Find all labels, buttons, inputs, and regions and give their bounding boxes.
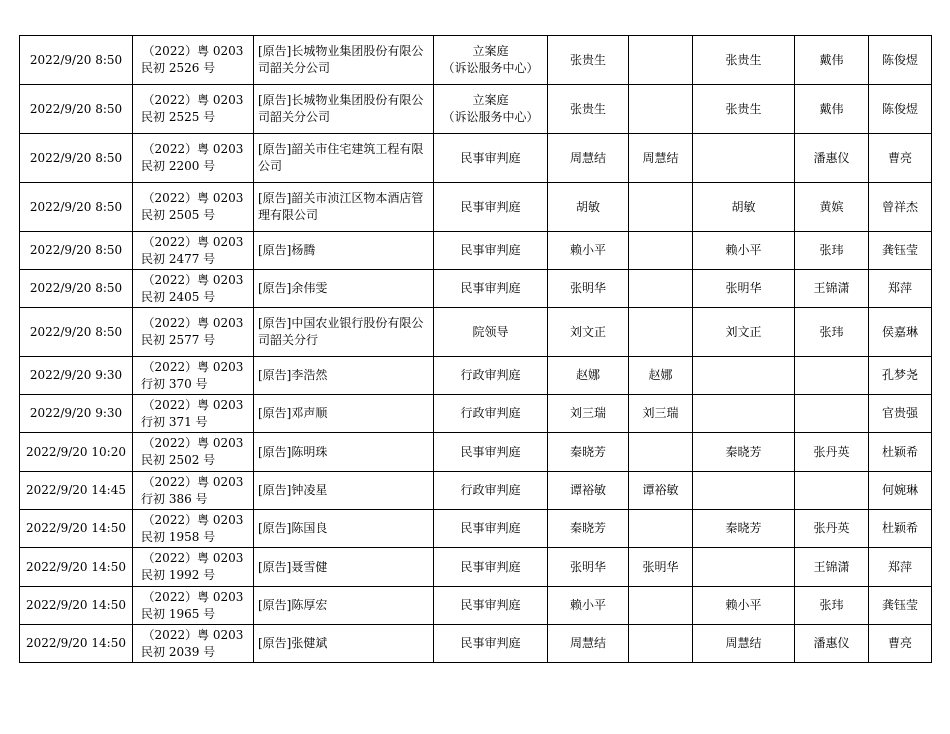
- case-number-line1: （2022）粤 0203: [142, 191, 244, 205]
- personnel-cell-3: 张明华: [693, 270, 795, 308]
- personnel-cell-1: 赖小平: [548, 587, 629, 625]
- case-number-line2: 民初 2405 号: [141, 289, 216, 304]
- case-number-line2: 行初 386 号: [141, 491, 208, 506]
- table-row: [20, 183, 932, 232]
- court-division-cell: 民事审判庭: [434, 587, 548, 625]
- personnel-cell-4: 张丹英: [795, 510, 869, 548]
- hearing-time-cell: 2022/9/20 14:50: [20, 625, 133, 663]
- court-division-cell: 行政审判庭: [434, 357, 548, 395]
- personnel-cell-4: [795, 472, 869, 510]
- case-number-line1: （2022）粤 0203: [142, 142, 244, 156]
- personnel-cell-5: 龚钰莹: [869, 587, 932, 625]
- party-cell: [原告]陈明珠: [254, 433, 434, 472]
- personnel-cell-1: 张明华: [548, 270, 629, 308]
- case-number-line1: （2022）粤 0203: [142, 436, 244, 450]
- personnel-cell-3: [693, 357, 795, 395]
- case-number-line2: 民初 2502 号: [141, 453, 216, 467]
- court-division-cell: 民事审判庭: [434, 625, 548, 663]
- case-number-line1: （2022）粤 0203: [142, 44, 244, 58]
- court-division-cell: 立案庭 （诉讼服务中心）: [434, 85, 548, 134]
- case-number-line1: （2022）粤 0203: [142, 512, 244, 527]
- table-row: [20, 270, 932, 308]
- court-division-cell: 民事审判庭: [434, 548, 548, 587]
- personnel-cell-1: 刘文正: [548, 308, 629, 357]
- case-number-line1: （2022）粤 0203: [142, 589, 244, 604]
- personnel-cell-1: 张贵生: [548, 36, 629, 85]
- court-division-cell: 民事审判庭: [434, 433, 548, 472]
- personnel-cell-5: 曹亮: [869, 134, 932, 183]
- personnel-cell-1: 周慧结: [548, 625, 629, 663]
- personnel-cell-1: 谭裕敏: [548, 472, 629, 510]
- court-division-cell: 民事审判庭: [434, 232, 548, 270]
- personnel-cell-3: 张贵生: [693, 36, 795, 85]
- party-cell: [原告]陈厚宏: [254, 587, 434, 625]
- case-number-line1: （2022）粤 0203: [142, 474, 244, 489]
- hearing-time-cell: 2022/9/20 10:20: [20, 433, 133, 472]
- case-number-cell: [133, 395, 254, 433]
- personnel-cell-2: [629, 587, 693, 625]
- case-number-cell: [133, 36, 254, 85]
- party-cell: [原告]韶关市住宅建筑工程有限公司: [254, 134, 434, 183]
- personnel-cell-4: 黄嫔: [795, 183, 869, 232]
- party-cell: [原告]杨腾: [254, 232, 434, 270]
- case-number-line2: 民初 2505 号: [141, 208, 216, 222]
- party-cell: [原告]余伟雯: [254, 270, 434, 308]
- personnel-cell-5: 郑萍: [869, 270, 932, 308]
- hearing-time-cell: 2022/9/20 8:50: [20, 134, 133, 183]
- table-row: [20, 134, 932, 183]
- party-cell: [原告]长城物业集团股份有限公司韶关分公司: [254, 36, 434, 85]
- court-division-cell: 立案庭 （诉讼服务中心）: [434, 36, 548, 85]
- personnel-cell-1: 张贵生: [548, 85, 629, 134]
- personnel-cell-4: [795, 395, 869, 433]
- personnel-cell-5: 曹亮: [869, 625, 932, 663]
- personnel-cell-1: 周慧结: [548, 134, 629, 183]
- case-number-line2: 民初 2525 号: [141, 110, 216, 124]
- personnel-cell-2: [629, 270, 693, 308]
- personnel-cell-5: 陈俊煜: [869, 36, 932, 85]
- personnel-cell-3: [693, 395, 795, 433]
- personnel-cell-4: 张玮: [795, 587, 869, 625]
- court-division-cell: 民事审判庭: [434, 510, 548, 548]
- personnel-cell-3: [693, 134, 795, 183]
- case-number-line2: 民初 2526 号: [141, 61, 216, 75]
- court-division-cell: 行政审判庭: [434, 395, 548, 433]
- personnel-cell-4: 戴伟: [795, 85, 869, 134]
- hearing-time-cell: 2022/9/20 8:50: [20, 308, 133, 357]
- personnel-cell-2: 刘三瑞: [629, 395, 693, 433]
- case-number-line1: （2022）粤 0203: [142, 93, 244, 107]
- table-row: [20, 395, 932, 433]
- personnel-cell-3: 胡敏: [693, 183, 795, 232]
- personnel-cell-1: 赵娜: [548, 357, 629, 395]
- hearing-schedule-table: [19, 35, 932, 663]
- hearing-time-cell: 2022/9/20 8:50: [20, 85, 133, 134]
- personnel-cell-2: [629, 308, 693, 357]
- case-number-line2: 民初 1958 号: [141, 529, 216, 544]
- personnel-cell-2: [629, 510, 693, 548]
- case-number-line1: （2022）粤 0203: [142, 316, 244, 330]
- hearing-time-cell: 2022/9/20 14:45: [20, 472, 133, 510]
- hearing-time-cell: 2022/9/20 8:50: [20, 270, 133, 308]
- personnel-cell-5: 龚钰莹: [869, 232, 932, 270]
- case-number-line1: （2022）粤 0203: [142, 234, 244, 249]
- personnel-cell-3: 张贵生: [693, 85, 795, 134]
- court-division-cell: 民事审判庭: [434, 183, 548, 232]
- personnel-cell-5: 侯嘉琳: [869, 308, 932, 357]
- personnel-cell-1: 张明华: [548, 548, 629, 587]
- table-row: [20, 548, 932, 587]
- table-row: [20, 433, 932, 472]
- personnel-cell-2: [629, 433, 693, 472]
- personnel-cell-3: 刘文正: [693, 308, 795, 357]
- table-row: [20, 625, 932, 663]
- hearing-time-cell: 2022/9/20 8:50: [20, 36, 133, 85]
- personnel-cell-1: 赖小平: [548, 232, 629, 270]
- party-cell: [原告]中国农业银行股份有限公司韶关分行: [254, 308, 434, 357]
- party-cell: [原告]聂雪健: [254, 548, 434, 587]
- personnel-cell-5: 孔梦尧: [869, 357, 932, 395]
- case-number-cell: [133, 548, 254, 587]
- personnel-cell-4: 张丹英: [795, 433, 869, 472]
- table-body: [20, 36, 932, 663]
- case-number-cell: [133, 357, 254, 395]
- case-number-line1: （2022）粤 0203: [142, 272, 244, 287]
- case-number-line2: 民初 2200 号: [141, 159, 216, 173]
- table-row: [20, 472, 932, 510]
- personnel-cell-4: 张玮: [795, 308, 869, 357]
- personnel-cell-5: 郑萍: [869, 548, 932, 587]
- personnel-cell-3: 周慧结: [693, 625, 795, 663]
- personnel-cell-4: 张玮: [795, 232, 869, 270]
- hearing-time-cell: 2022/9/20 9:30: [20, 357, 133, 395]
- personnel-cell-2: [629, 183, 693, 232]
- personnel-cell-2: [629, 625, 693, 663]
- case-number-cell: [133, 587, 254, 625]
- case-number-line2: 民初 2039 号: [141, 644, 216, 659]
- party-cell: [原告]韶关市浈江区物本酒店管理有限公司: [254, 183, 434, 232]
- case-number-line1: （2022）粤 0203: [142, 551, 244, 565]
- case-number-line2: 行初 371 号: [141, 414, 208, 429]
- case-number-cell: [133, 270, 254, 308]
- personnel-cell-5: 杜颖希: [869, 433, 932, 472]
- personnel-cell-4: 王锦潇: [795, 548, 869, 587]
- personnel-cell-3: 赖小平: [693, 587, 795, 625]
- table-row: [20, 587, 932, 625]
- hearing-time-cell: 2022/9/20 14:50: [20, 548, 133, 587]
- case-number-cell: [133, 472, 254, 510]
- table-row: [20, 510, 932, 548]
- personnel-cell-1: 胡敏: [548, 183, 629, 232]
- hearing-time-cell: 2022/9/20 14:50: [20, 587, 133, 625]
- table-row: [20, 308, 932, 357]
- personnel-cell-4: 王锦潇: [795, 270, 869, 308]
- case-number-cell: [133, 134, 254, 183]
- party-cell: [原告]张健斌: [254, 625, 434, 663]
- table-row: [20, 232, 932, 270]
- case-number-line2: 行初 370 号: [141, 376, 208, 391]
- case-number-cell: [133, 308, 254, 357]
- personnel-cell-3: [693, 548, 795, 587]
- personnel-cell-2: 周慧结: [629, 134, 693, 183]
- personnel-cell-1: 秦晓芳: [548, 510, 629, 548]
- court-division-cell: 院领导: [434, 308, 548, 357]
- party-cell: [原告]陈国良: [254, 510, 434, 548]
- personnel-cell-2: [629, 36, 693, 85]
- personnel-cell-4: 潘惠仪: [795, 134, 869, 183]
- personnel-cell-1: 秦晓芳: [548, 433, 629, 472]
- hearing-time-cell: 2022/9/20 9:30: [20, 395, 133, 433]
- hearing-time-cell: 2022/9/20 14:50: [20, 510, 133, 548]
- case-number-cell: [133, 510, 254, 548]
- case-number-line2: 民初 1992 号: [141, 568, 216, 582]
- party-cell: [原告]钟凌星: [254, 472, 434, 510]
- personnel-cell-2: 张明华: [629, 548, 693, 587]
- case-number-line1: （2022）粤 0203: [142, 627, 244, 642]
- case-number-line1: （2022）粤 0203: [142, 359, 244, 374]
- personnel-cell-3: 赖小平: [693, 232, 795, 270]
- personnel-cell-2: 赵娜: [629, 357, 693, 395]
- personnel-cell-5: 杜颖希: [869, 510, 932, 548]
- court-division-cell: 民事审判庭: [434, 270, 548, 308]
- personnel-cell-5: 曾祥杰: [869, 183, 932, 232]
- party-cell: [原告]李浩然: [254, 357, 434, 395]
- party-cell: [原告]长城物业集团股份有限公司韶关分公司: [254, 85, 434, 134]
- personnel-cell-4: [795, 357, 869, 395]
- hearing-time-cell: 2022/9/20 8:50: [20, 232, 133, 270]
- case-number-cell: [133, 625, 254, 663]
- case-number-line2: 民初 2477 号: [141, 251, 216, 266]
- case-number-line2: 民初 2577 号: [141, 333, 216, 347]
- case-number-cell: [133, 183, 254, 232]
- personnel-cell-3: 秦晓芳: [693, 433, 795, 472]
- table-row: [20, 36, 932, 85]
- case-number-cell: [133, 85, 254, 134]
- table-row: [20, 357, 932, 395]
- personnel-cell-1: 刘三瑞: [548, 395, 629, 433]
- personnel-cell-4: 潘惠仪: [795, 625, 869, 663]
- personnel-cell-3: [693, 472, 795, 510]
- personnel-cell-4: 戴伟: [795, 36, 869, 85]
- court-division-cell: 民事审判庭: [434, 134, 548, 183]
- table-row: [20, 85, 932, 134]
- case-number-line1: （2022）粤 0203: [142, 397, 244, 412]
- hearing-time-cell: 2022/9/20 8:50: [20, 183, 133, 232]
- case-number-cell: [133, 232, 254, 270]
- personnel-cell-2: [629, 85, 693, 134]
- court-division-cell: 行政审判庭: [434, 472, 548, 510]
- personnel-cell-3: 秦晓芳: [693, 510, 795, 548]
- personnel-cell-5: 陈俊煜: [869, 85, 932, 134]
- personnel-cell-2: [629, 232, 693, 270]
- party-cell: [原告]邓声顺: [254, 395, 434, 433]
- personnel-cell-2: 谭裕敏: [629, 472, 693, 510]
- personnel-cell-5: 官贵强: [869, 395, 932, 433]
- personnel-cell-5: 何婉琳: [869, 472, 932, 510]
- case-number-line2: 民初 1965 号: [141, 606, 216, 621]
- case-number-cell: [133, 433, 254, 472]
